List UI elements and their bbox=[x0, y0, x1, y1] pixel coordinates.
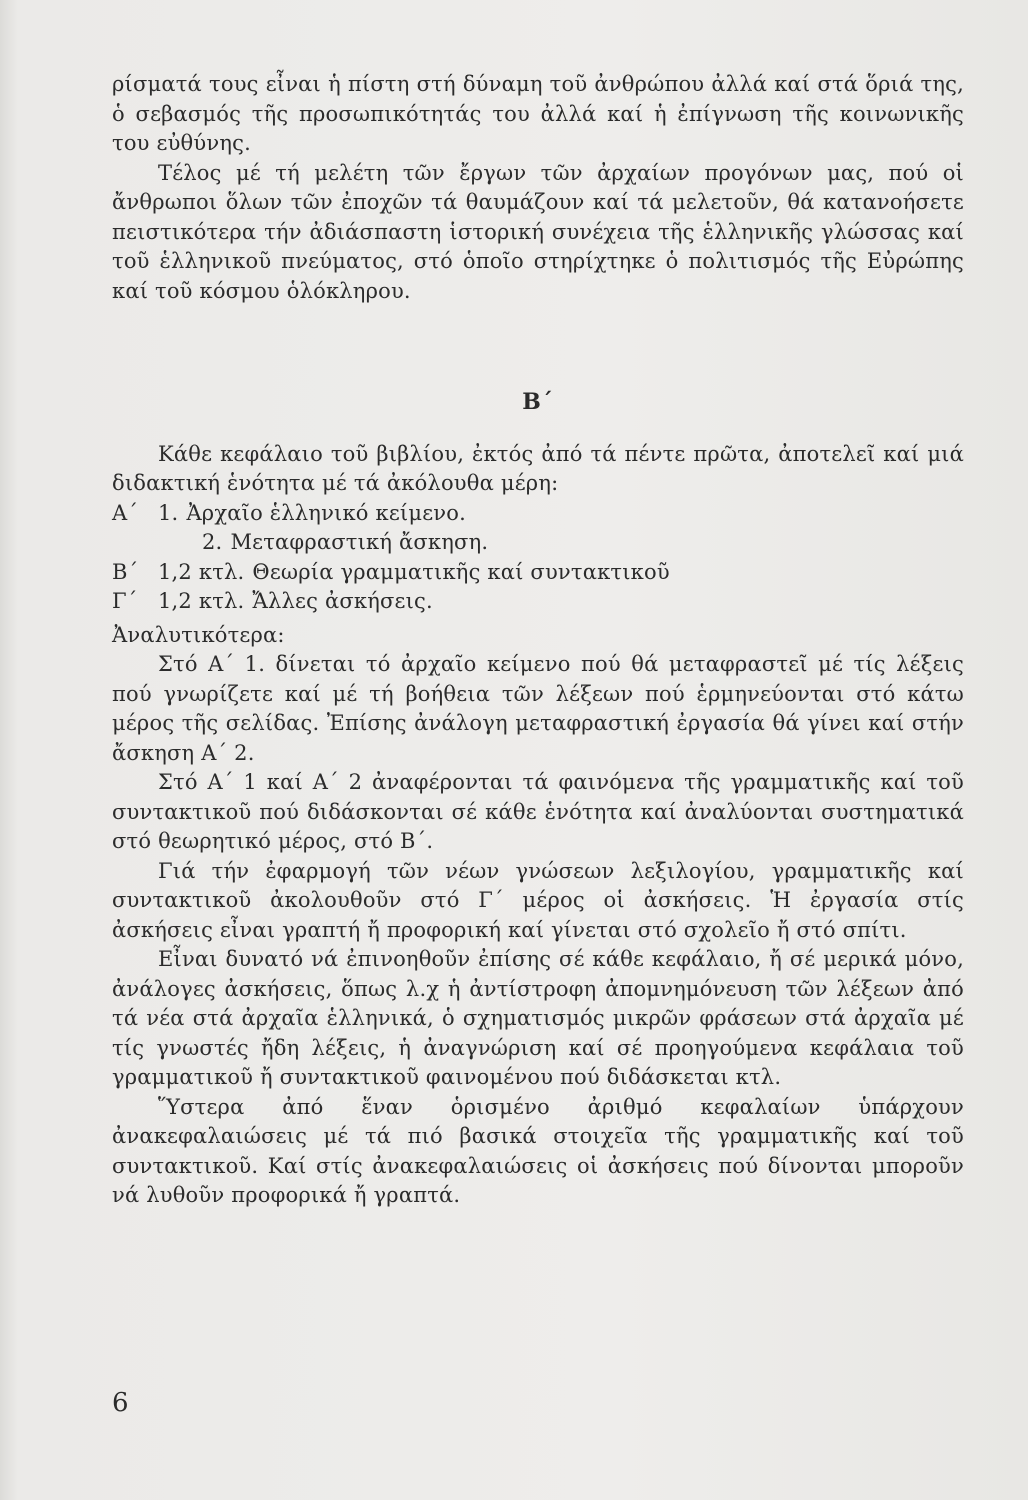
body-paragraph: Στό Α΄ 1. δίνεται τό ἀρχαῖο κείμενο πού θά μεταφραστεῖ μέ τίς λέξεις πού γνωρίζετε καί μέ τή βοήθεια τῶν λέξεων πού ἑρμηνεύονται στό κάτω μέρος τῆς σελίδας. Ἐπίσης ἀνάλογη μεταφραστική ἐργασία θά γίνει καί στήν ἄσκηση Α΄ 2. bbox=[112, 652, 964, 765]
analytic-label: Ἀναλυτικότερα: bbox=[112, 622, 285, 647]
part-number: 2. bbox=[202, 530, 223, 554]
body-paragraph: Ὕστερα ἀπό ἕναν ὁρισμένο ἀριθμό κεφαλαίων ὑπάρχουν ἀνακεφαλαιώσεις μέ τά πιό βασικά στοιχεῖα τῆς γραμματικῆς καί τοῦ συντακτικοῦ. Καί στίς ἀνακεφαλαιώσεις οἱ ἀσκήσεις πού δίνονται μποροῦν νά λυθοῦν προφορικά ἤ γραπτά. bbox=[112, 1094, 964, 1207]
part-row bbox=[112, 499, 964, 529]
section-heading: Β΄ bbox=[522, 389, 554, 415]
intro-tail-paragraph: ρίσματά τους εἶναι ἡ πίστη στή δύναμη τοῦ ἀνθρώπου ἀλλά καί στά ὅριά της, ὁ σεβασμός τῆς προσωπικότητάς του ἀλλά καί ἡ ἐπίγνωση τῆς κοινωνικῆς του εὐθύνης. bbox=[112, 72, 964, 155]
part-row bbox=[112, 528, 964, 558]
part-marker bbox=[112, 528, 158, 558]
page-text bbox=[112, 70, 964, 1211]
part-row bbox=[112, 587, 964, 617]
part-marker: Α΄ bbox=[112, 500, 139, 525]
part-number: 1. bbox=[158, 500, 179, 525]
body-paragraph: Εἶναι δυνατό νά ἐπινοηθοῦν ἐπίσης σέ κάθε κεφάλαιο, ἤ σέ μερικά μόνο, ἀνάλογες ἀσκήσεις, ὅπως λ.χ ἡ ἀντίστροφη ἀπομνημόνευση τῶν λέξεων ἀπό τά νέα στά ἀρχαῖα ἑλληνικά, ὁ σχηματισμός μικρῶν φράσεων στά ἀρχαῖα μέ τίς γνωστές ἤδη λέξεις, ἡ ἀναγνώριση καί σέ προηγούμενα κεφάλαια τοῦ γραμματικοῦ ἤ συντακτικοῦ φαινομένου πού διδάσκεται κτλ. bbox=[112, 947, 964, 1089]
part-marker: Γ΄ bbox=[112, 589, 138, 613]
body-paragraph: Γιά τήν ἐφαρμογή τῶν νέων γνώσεων λεξιλογίου, γραμματικῆς καί συντακτικοῦ ἀκολουθοῦν στό Γ΄ μέρος οἱ ἀσκήσεις. Ἡ ἐργασία στίς ἀσκήσεις εἶναι γραπτή ἤ προφορική καί γίνεται στό σχολεῖο ἤ στό σπίτι. bbox=[112, 858, 964, 942]
section-intro-paragraph: Κάθε κεφάλαιο τοῦ βιβλίου, ἐκτός ἀπό τά πέντε πρῶτα, ἀποτελεῖ καί μιά διδακτική ἑνότητα μέ τά ἀκόλουθα μέρη: bbox=[112, 441, 964, 495]
part-text: Θεωρία γραμματικῆς καί συντακτικοῦ bbox=[252, 559, 670, 584]
part-text: Μεταφραστική ἄσκηση. bbox=[230, 530, 489, 554]
part-marker: Β΄ bbox=[112, 559, 139, 584]
part-number: 1,2 κτλ. bbox=[158, 589, 245, 613]
intro-end-paragraph: Τέλος μέ τή μελέτη τῶν ἔργων τῶν ἀρχαίων προγόνων μας, πού οἱ ἄνθρωποι ὅλων τῶν ἐποχῶν τά θαυμάζουν καί τά μελετοῦν, θά κατανοήσετε πειστικότερα τήν ἀδιάσπαστη ἱστορική συνέχεια τῆς ἑλληνικῆς γλώσσας καί τοῦ ἑλληνικοῦ πνεύματος, στό ὁποῖο στηρίχτηκε ὁ πολιτισμός τῆς Εὐρώπης καί τοῦ κόσμου ὁλόκληρου. bbox=[112, 160, 964, 303]
body-paragraph: Στό Α΄ 1 καί Α΄ 2 ἀναφέρονται τά φαινόμενα τῆς γραμματικῆς καί τοῦ συντακτικοῦ πού διδάσκονται σέ κάθε ἑνότητα καί ἀναλύονται συστηματικά στό θεωρητικό μέρος, στό Β΄. bbox=[112, 770, 964, 853]
part-number: 1,2 κτλ. bbox=[158, 559, 245, 584]
part-text: Ἀρχαῖο ἑλληνικό κείμενο. bbox=[186, 500, 466, 525]
part-text: Ἄλλες ἀσκήσεις. bbox=[252, 589, 433, 613]
part-row bbox=[112, 558, 964, 588]
page-number: 6 bbox=[112, 1388, 129, 1418]
